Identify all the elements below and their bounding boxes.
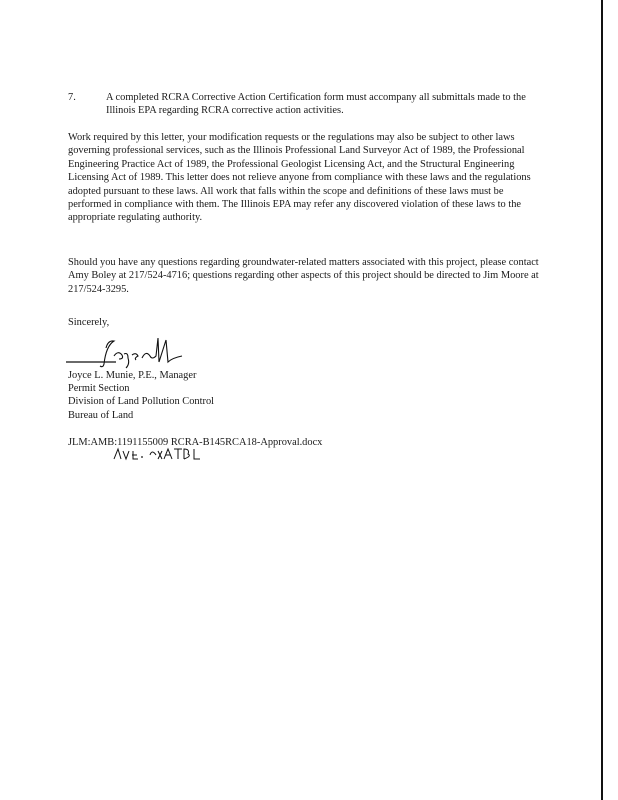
item-number: 7. [68,92,76,103]
licensing-paragraph: Work required by this letter, your modification requests or the regulations may also be subject to other laws governing professional services, such as the Illinois Professional Land Surveyor Act of 1989, the Professional Engineering Practice Act of 1989, the Professional Geologist Licensing Act, and the Structural Engineering Licensing Act of 1989. This letter does not relieve anyone from compliance with these laws and the regulations adopted pursuant to these laws. All work that falls within the scope and definitions of these laws must be performed in compliance with them. The Illinois EPA may refer any discovered violation of these laws to the appropriate regulating authority. [68,132,531,224]
signer-bureau: Bureau of Land [68,409,134,421]
signature-block [68,369,214,422]
closing: Sincerely, [68,317,110,328]
reference-line: JLM:AMB:1191155009 RCRA-B145RCA18-Approval.docx [68,437,323,448]
contact-paragraph: Should you have any questions regarding groundwater-related matters associated with this project, please contact Amy Boley at 217/524-4716; questions regarding other aspects of this project should be directed to Jim Moore at 217/524-3295. [68,257,539,295]
signer-name: Joyce L. Munie, P.E., Manager [68,370,197,381]
item-text: A completed RCRA Corrective Action Certification form must accompany all submittals made to the Illinois EPA regarding RCRA corrective action activities. [106,92,526,117]
signature-image [62,328,202,370]
handwritten-initials [112,445,204,463]
signer-division: Division of Land Pollution Control [68,396,215,408]
signer-section: Permit Section [68,383,130,395]
page-edge-line [601,0,603,800]
